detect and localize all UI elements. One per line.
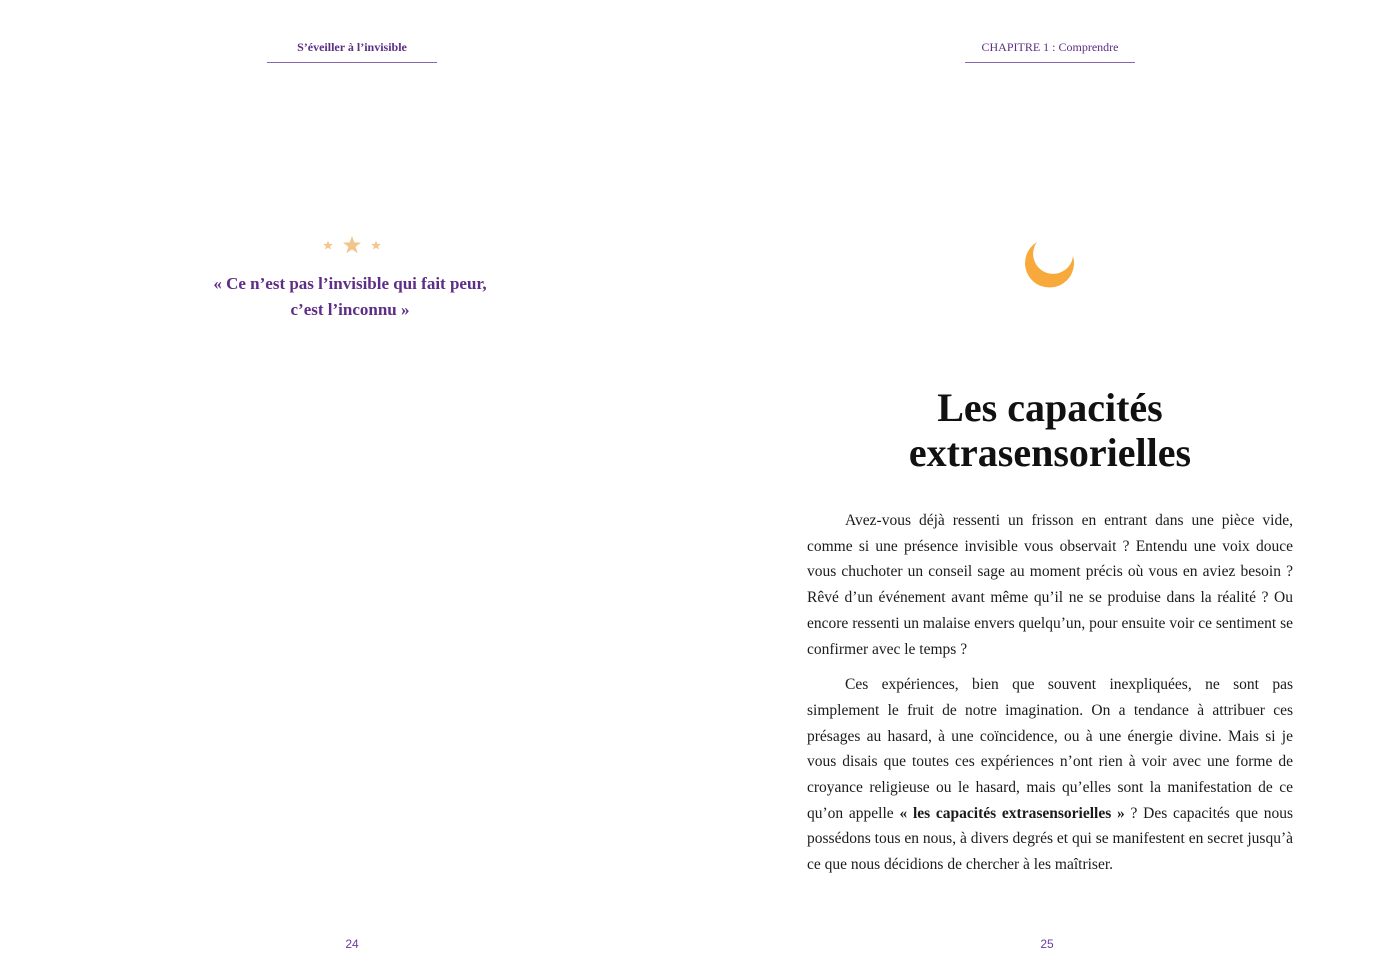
paragraph — [807, 672, 1293, 878]
chapter-title — [850, 385, 1250, 475]
epigraph-quote — [180, 271, 520, 323]
page-number-right: 25 — [1040, 937, 1054, 951]
crescent-moon-icon — [1024, 234, 1078, 288]
chapter-title-line-2: extrasensorielles — [908, 430, 1192, 475]
paragraph-text: ? Des capacités que nous possédons tous en nous, à divers degrés et qui se manifestent en secret jusqu’à ce que nous décidions de chercher à les maîtriser. — [807, 804, 1293, 874]
quote-line-1: « Ce n’est pas l’invisible qui fait peur, — [213, 274, 487, 293]
bold-term: « les capacités extrasensorielles » — [899, 804, 1125, 822]
quote-line-2: c’est l’inconnu » — [290, 300, 410, 319]
running-header-book-title: S’éveiller à l’invisible — [267, 40, 437, 63]
chapter-title-line-1: Les capacités — [937, 385, 1163, 430]
running-header-chapter: CHAPITRE 1 : Comprendre — [965, 40, 1135, 63]
right-page — [700, 0, 1400, 980]
paragraph: Avez-vous déjà ressenti un frisson en entrant dans une pièce vide, comme si une présence invisible vous observait ? Entendu une voix douce vous chuchoter un conseil sage au moment précis où vous en aviez besoin ? Rêvé d’un événement avant même qu’il ne se produise dans la réalité ? Ou encore ressenti un malaise envers quelqu’un, pour ensuite voir ce sentiment se confirmer avec le temps ? — [807, 512, 1293, 658]
page-number-left: 24 — [345, 937, 359, 951]
body-text — [807, 508, 1293, 888]
paragraph-text: Ces expériences, bien que souvent inexpliquées, ne sont pas simplement le fruit de notre imagination. On a tendance à attribuer ces présages au hasard, à une coïncidence, ou à une énergie divine. Mais si je vous disais que toutes ces expériences n’ont rien à voir avec une forme de croyance religieuse ou le hasard, mais qu’elles sont la manifestation de ce qu’on appelle — [807, 676, 1293, 822]
three-stars-icon — [320, 233, 384, 257]
